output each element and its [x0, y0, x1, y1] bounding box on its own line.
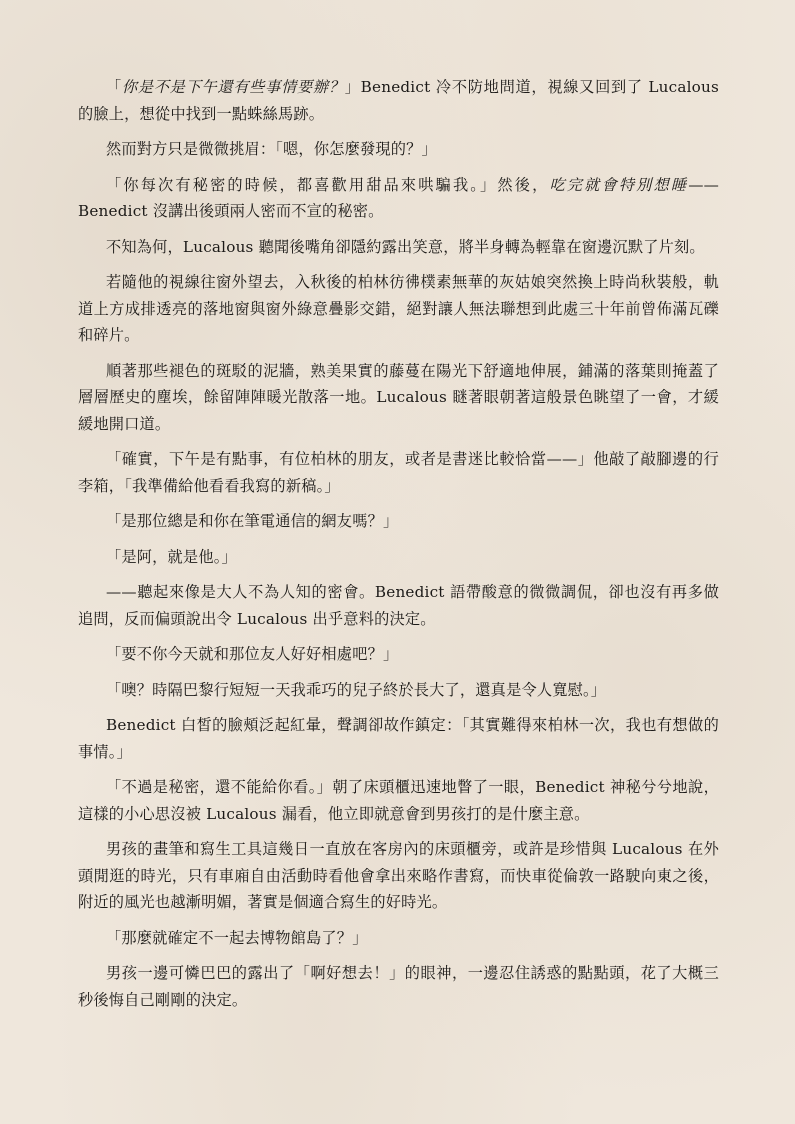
paragraph [78, 136, 719, 163]
paragraph [78, 234, 719, 261]
text-run: 男孩一邊可憐巴巴的露出了「啊好想去！」的眼神，一邊忍住誘惑的點點頭，花了大概三秒後悔自己剛剛的決定。 [78, 964, 719, 1009]
text-run: 然而對方只是微微挑眉：「嗯，你怎麼發現的？」 [106, 140, 437, 158]
paragraph [78, 544, 719, 571]
paragraph [78, 358, 719, 438]
text-run: 「你每次有秘密的時候，都喜歡用甜品來哄騙我。」然後， [106, 175, 550, 194]
text-run: 「 [106, 78, 122, 96]
text-run: 「確實，下午是有點事，有位柏林的朋友，或者是書迷比較恰當——」他敲了敲腳邊的行李箱，「我準備給他看看我寫的新稿。」 [78, 450, 719, 495]
text-run: Benedict 白皙的臉頰泛起紅暈，聲調卻故作鎮定：「其實難得來柏林一次，我也有想做的事情。」 [78, 716, 719, 761]
body-text [78, 74, 719, 1013]
paragraph [78, 925, 719, 952]
text-run: 「不過是秘密，還不能給你看。」朝了床頭櫃迅速地瞥了一眼，Benedict 神秘兮兮地說，這樣的小心思沒被 Lucalous 漏看，他立即就意會到男孩打的是什麼主意。 [78, 778, 719, 823]
paragraph [78, 774, 719, 827]
paragraph [78, 960, 719, 1013]
paragraph [78, 677, 719, 704]
paragraph [78, 836, 719, 916]
italic-text-run: 吃完就會特別想睡 [549, 175, 689, 194]
text-run: ——Benedict 沒講出後頭兩人密而不宣的秘密。 [78, 175, 719, 220]
paragraph [78, 712, 719, 765]
paragraph [78, 508, 719, 535]
text-run: 若隨他的視線往窗外望去，入秋後的柏林彷彿樸素無華的灰姑娘突然換上時尚秋裝般，軌道上方成排透亮的落地窗與窗外綠意疊影交錯，絕對讓人無法聯想到此處三十年前曾佈滿瓦礫和碎片。 [78, 273, 719, 344]
paragraph [78, 641, 719, 668]
paragraph [78, 269, 719, 349]
paragraph [78, 446, 719, 499]
text-run: 順著那些褪色的斑駁的泥牆，熟美果實的藤蔓在陽光下舒適地伸展，鋪滿的落葉則掩蓋了層層歷史的塵埃，餘留陣陣暖光散落一地。Lucalous 瞇著眼朝著這般景色眺望了一會，才緩緩地開口道。 [78, 361, 719, 433]
text-run: 」Benedict 冷不防地問道，視線又回到了 Lucalous 的臉上，想從中找到一點蛛絲馬跡。 [78, 78, 719, 123]
text-run: ——聽起來像是大人不為人知的密會。Benedict 語帶酸意的微微調侃，卻也沒有再多做追問，反而偏頭說出令 Lucalous 出乎意料的決定。 [78, 583, 719, 628]
text-run: 「是那位總是和你在筆電通信的網友嗎？」 [106, 512, 399, 530]
text-run: 「那麼就確定不一起去博物館島了？」 [106, 928, 368, 947]
text-run: 「要不你今天就和那位友人好好相處吧？」 [106, 645, 399, 663]
text-run: 男孩的畫筆和寫生工具這幾日一直放在客房內的床頭櫃旁，或許是珍惜與 Lucalous 在外頭閒逛的時光，只有車廂自由活動時看他會拿出來略作書寫，而快車從倫敦一路駛向東之後，附近的風光也越漸明媚，著實是個適合寫生的好時光。 [78, 840, 719, 911]
text-run: 「噢？時隔巴黎行短短一天我乖巧的兒子終於長大了，還真是令人寬慰。」 [106, 680, 607, 699]
italic-text-run: 你是不是下午還有些事情要辦？ [121, 78, 345, 96]
text-run: 「是阿，就是他。」 [106, 547, 237, 566]
text-run: 不知為何，Lucalous 聽聞後嘴角卻隱約露出笑意，將半身轉為輕靠在窗邊沉默了片刻。 [106, 237, 705, 256]
paragraph [78, 172, 719, 225]
paragraph [78, 579, 719, 632]
paragraph [78, 74, 719, 127]
